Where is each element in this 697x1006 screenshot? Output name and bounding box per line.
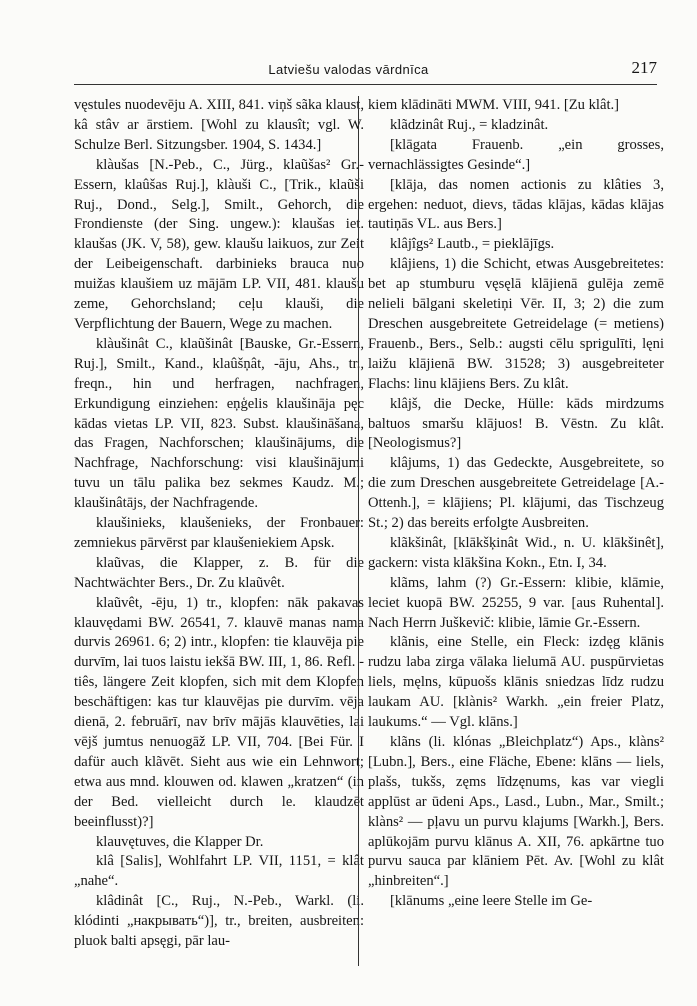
dictionary-entry: klâjš, die Decke, Hülle: kāds mirdzums baltuos smaršu klājuos! B. Vēstn. Zu klât. [Neologismus?]: [368, 395, 664, 452]
dictionary-entry: klaušinieks, klaušenieks, der Fronbauer: zemniekus pārvērst par klaušeniekiem Apsk.: [74, 515, 364, 551]
right-column: [368, 96, 664, 912]
dictionary-entry: [klāja, das nomen actionis zu klâties 3, ergehen: neduot, dievs, tādas klājas, kādas klājas tautiņās VL. aus Bers.]: [368, 176, 664, 233]
dictionary-entry: klãns (li. klónas „Bleichplatz“) Aps., klàns² [Lubn.], Bers., eine Fläche, Ebene: klāns — liels, plašs, tukšs, zęms līdzęnums, kas var viegli applūst ar ūdeni Aps., Lasd., Lubn., Mar., Smilt.; klàns² — pļavu un purvu klajums [Warkh.], Bers. aplūkojām purvu klānus A. XII, 76. apkārtne tuo purvu sauca par klāniem Pēt. Av. [Wohl zu klât „hinbreiten“.]: [368, 734, 664, 890]
dictionary-entry: klãdzinât Ruj., = kladzinât.: [390, 116, 549, 133]
dictionary-entry: klàušinât C., klaũšinât [Bauske, Gr.-Essern, Ruj.], Smilt., Kand., klaûšņât, -āju, Ahs., tr., freqn., hin und herfragen, nachfragen, Erkundigung einziehen: eņģelis klaušināja pęc kādas vietas LP. VII, 823. Subst. klaušināšana, das Fragen, Nachforschen; klaušinājums, die Nachfrage, Nachforschung: visi klaušinājumi tuvu un tālu palika bez sekmes Kaudz. M.; klaušinâtājs, der Nachfragende.: [74, 335, 364, 512]
header-rule: [74, 84, 657, 85]
page-number: 217: [631, 58, 657, 77]
dictionary-entry: klâ [Salis], Wohlfahrt LP. VII, 1151, = klât „nahe“.: [74, 853, 364, 890]
dictionary-entry: kiem klādināti MWM. VIII, 941. [Zu klât.]: [368, 97, 620, 113]
dictionary-entry: klâjîgs² Lautb., = pieklājīgs.: [390, 236, 555, 253]
dictionary-entry: [klāgata Frauenb. „ein grosses, vernachlässigtes Gesinde“.]: [368, 136, 664, 173]
dictionary-entry: klãms, lahm (?) Gr.-Essern: klibie, klāmie, leciet kuopā BW. 25255, 9 var. [aus Ruhental]. Nach Herrn Juškevič: klibie, lāmie Gr.-Essern.: [368, 574, 664, 631]
dictionary-entry: klãnis, eine Stelle, ein Fleck: izdęg klānis rudzu laba zirga vālaka lielumā AU. puspūrvietas liels, męlns, kūpuošs klānis sniedzas līdz rudzu laukam AU. [klànis² Warkh. „ein freier Platz, laukums.“ — Vgl. klāns.]: [368, 634, 664, 731]
running-head: [0, 56, 697, 80]
dictionary-entry: klâjums, 1) das Gedeckte, Ausgebreitete, so die zum Dreschen ausgebreitete Getreidelage [A.-Ottenh.], = klājiens; Pl. klājumi, das Tischzeug St.; 2) das bereits erfolgte Ausbreiten.: [368, 455, 664, 532]
column-divider: [358, 96, 359, 966]
dictionary-entry: klâjiens, 1) die Schicht, etwas Ausgebreitetes: bet ap stumburu vęsęlā klājienā gulēja zemē nelieli bālgani skeletiņi Vēr. II, 3; 2) die zum Dreschen ausgebreitete Getreidelage (= metiens) Frauenb., Bers., Selb.: augsti cēlu sprigulīti, lęni laižu klājienā BW. 31528; 3) ausgebreiteter Flachs: linu klājiens Bers. Zu klât.: [368, 256, 664, 392]
dictionary-entry: klãkšinât, [klākšķinât Wid., n. U. klākšinêt], gackern: vista klākšina Kokn., Etn. I, 34.: [368, 534, 664, 571]
dictionary-entry: klàušas [N.-Peb., C., Jürg., klaũšas² Gr.-Essern, klaûšas Ruj.], klàuši C., [Trik., klaũši Ruj., Dond., Selg.], Smilt., Gehorch, die Frondienste (der Sing. ungew.): klaušas iet. klaušas (JK. V, 58), gew. klaušu laikuos, zur Zeit der Leibeigenschaft. darbinieks brauca nuo muižas klaušiem uz mājām LP. VII, 481. klaušu zeme, Gehorchsland; ceļu klauši, die Verpflichtung der Bauern, Wege zu machen.: [74, 156, 364, 332]
dictionary-entry: klaũvas, die Klapper, z. B. für die Nachtwächter Bers., Dr. Zu klaũvêt.: [74, 554, 364, 591]
dictionary-entry: klaũvêt, -ēju, 1) tr., klopfen: nāk pakavas klauvędami BW. 26541, 7. klauvē manas nama durvis 26961. 6; 2) intr., klopfen: tie klauvēja pie durvīm, lai tuos laistu iekšā BW. III, 1, 86. Refl. -tiês, längere Zeit klopfen, sich mit dem Klopfen beschäftigen: kas tur klauvējas pie durvīm. vēja dienā, 2. februārī, nav brīv mājās klauvēties, lai vējš jumtus nenuogāž LP. VII, 704. [Bei Für. I dafür auch klãvēt. Sieht aus wie ein Lehnwort; etwa aus mnd. klouwen od. klawen „kratzen“ (in der Bed. vielleicht durch le. klaudzēt beeinflusst)?]: [74, 594, 364, 830]
dictionary-entry: klauvętuves, die Klapper Dr.: [96, 833, 264, 850]
dictionary-entry: vęstules nuodevēju A. XIII, 841. viņš sãka klaust, kâ stâv ar ārstiem. [Wohl zu klausît; vgl. W. Schulze Berl. Sitzungsber. 1904, S. 1434.]: [74, 97, 364, 153]
left-column: [74, 96, 364, 952]
dictionary-entry: klâdinât [C., Ruj., N.-Peb., Warkl. (li. klódinti „накрывать“)], tr., breiten, ausbreiten: pluok balti apsęgi, pār lau-: [74, 893, 364, 950]
dictionary-entry: [klānums „eine leere Stelle im Ge-: [390, 893, 593, 910]
page-title: Latviešu valodas vārdnīca: [268, 62, 429, 77]
